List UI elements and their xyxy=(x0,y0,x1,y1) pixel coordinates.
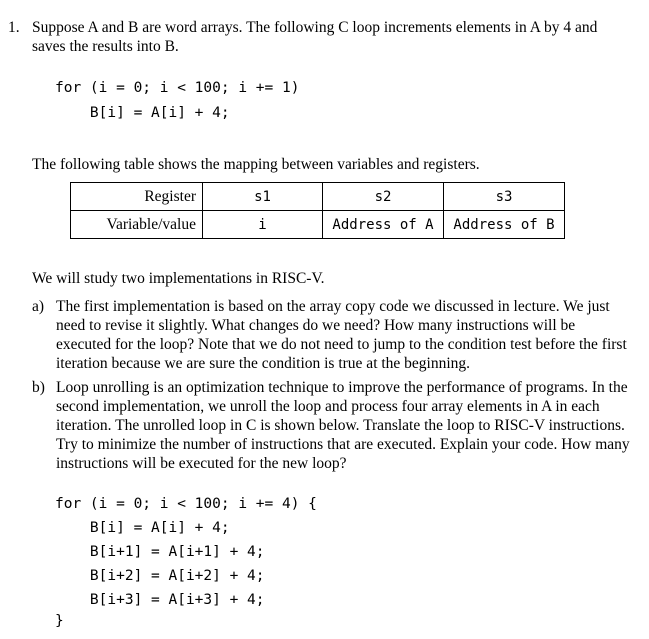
code-line: B[i+3] = A[i+3] + 4; xyxy=(55,592,265,608)
question-intro: Suppose A and B are word arrays. The following C loop increments elements in A by 4 and saves the results into B. xyxy=(32,19,598,55)
table-cell: Address of A xyxy=(323,211,444,239)
code-line: B[i] = A[i] + 4; xyxy=(55,105,230,121)
code-line: B[i+2] = A[i+2] + 4; xyxy=(55,568,265,584)
code-line: } xyxy=(55,613,64,629)
study-intro: We will study two implementations in RISC-V. xyxy=(32,270,325,287)
code-line: B[i] = A[i] + 4; xyxy=(55,520,230,536)
part-a-label: a) xyxy=(32,298,45,315)
code-line: B[i+1] = A[i+1] + 4; xyxy=(55,544,265,560)
table-row xyxy=(71,183,565,211)
code-line: for (i = 0; i < 100; i += 1) xyxy=(55,80,300,96)
table-cell: s1 xyxy=(203,183,323,211)
table-cell: s3 xyxy=(444,183,565,211)
register-mapping-table xyxy=(70,182,565,239)
table-cell: Address of B xyxy=(444,211,565,239)
table-header-cell: Register xyxy=(71,183,203,211)
part-a-text: The first implementation is based on the array copy code we discussed in lecture. We just need to revise it slightly. What changes do we need? How many instructions will be executed for the loop? Note that we do not need to jump to the condition test before the first iteration because we are sure the condition is true at the beginning. xyxy=(56,298,627,372)
code-line: for (i = 0; i < 100; i += 4) { xyxy=(55,496,317,512)
table-header-cell: Variable/value xyxy=(71,211,203,239)
question-number: 1. xyxy=(8,19,20,36)
table-cell: i xyxy=(203,211,323,239)
table-row xyxy=(71,211,565,239)
table-intro: The following table shows the mapping between variables and registers. xyxy=(32,156,480,173)
part-b-label: b) xyxy=(32,379,45,396)
part-b-text: Loop unrolling is an optimization technique to improve the performance of programs. In the second implementation, we unroll the loop and process four array elements in A in each iteration. The unrolled loop in C is shown below. Translate the loop to RISC-V instructions. Try to minimize the number of instructions that are executed. Explain your code. How many instructions will be executed for the new loop? xyxy=(56,379,630,472)
table-cell: s2 xyxy=(323,183,444,211)
